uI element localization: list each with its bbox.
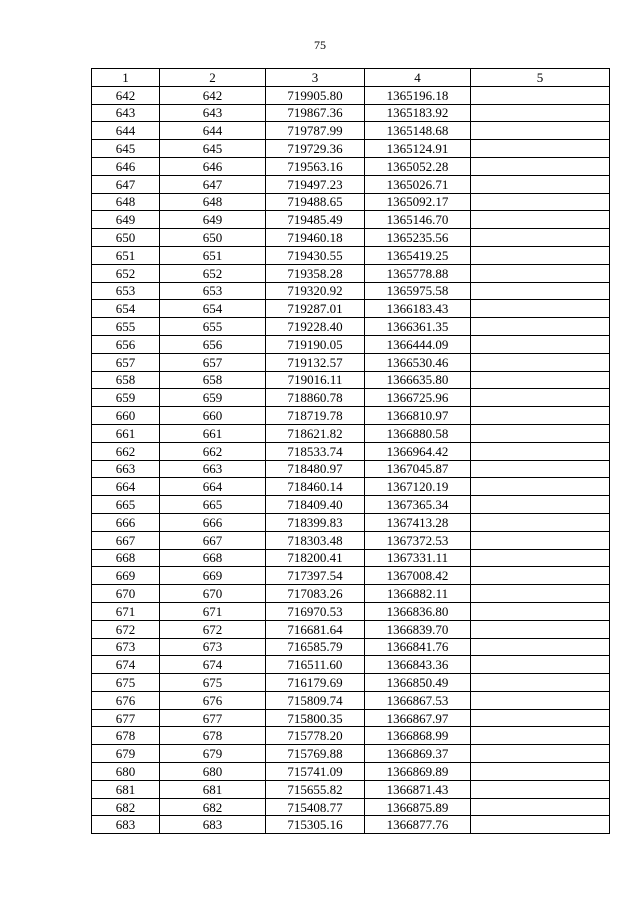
table-cell-col-5 — [471, 549, 610, 567]
table-cell-col-3: 716585.79 — [266, 638, 365, 656]
table-cell-col-4: 1367365.34 — [365, 496, 471, 514]
table-row — [92, 211, 610, 229]
table-cell-col-2: 672 — [160, 620, 266, 638]
table-cell-col-3: 716681.64 — [266, 620, 365, 638]
table-cell-col-3: 719190.05 — [266, 335, 365, 353]
table-cell-col-4: 1365235.56 — [365, 229, 471, 247]
table-cell-col-2: 646 — [160, 157, 266, 175]
table-cell-col-3: 717083.26 — [266, 585, 365, 603]
table-cell-col-3: 717397.54 — [266, 567, 365, 585]
table-cell-col-1: 672 — [92, 620, 160, 638]
table-cell-col-5 — [471, 763, 610, 781]
table-cell-col-3: 718399.83 — [266, 513, 365, 531]
table-row — [92, 727, 610, 745]
table-cell-col-4: 1366530.46 — [365, 353, 471, 371]
table-cell-col-5 — [471, 264, 610, 282]
table-cell-col-1: 663 — [92, 460, 160, 478]
table-cell-col-2: 663 — [160, 460, 266, 478]
table-cell-col-1: 667 — [92, 531, 160, 549]
table-cell-col-5 — [471, 691, 610, 709]
column-header-4: 4 — [365, 69, 471, 87]
table-cell-col-2: 645 — [160, 140, 266, 158]
table-cell-col-2: 657 — [160, 353, 266, 371]
table-cell-col-4: 1366880.58 — [365, 424, 471, 442]
table-cell-col-4: 1367120.19 — [365, 478, 471, 496]
table-cell-col-2: 673 — [160, 638, 266, 656]
table-cell-col-2: 651 — [160, 246, 266, 264]
table-cell-col-2: 681 — [160, 780, 266, 798]
table-cell-col-5 — [471, 318, 610, 336]
table-cell-col-4: 1366841.76 — [365, 638, 471, 656]
table-row — [92, 371, 610, 389]
table-cell-col-3: 715800.35 — [266, 709, 365, 727]
table-cell-col-5 — [471, 246, 610, 264]
table-cell-col-5 — [471, 86, 610, 104]
table-cell-col-1: 650 — [92, 229, 160, 247]
table-row — [92, 691, 610, 709]
table-cell-col-5 — [471, 745, 610, 763]
table-cell-col-3: 719320.92 — [266, 282, 365, 300]
table-cell-col-5 — [471, 175, 610, 193]
table-cell-col-3: 718409.40 — [266, 496, 365, 514]
table-cell-col-4: 1365146.70 — [365, 211, 471, 229]
page-number: 75 — [314, 38, 326, 52]
table-cell-col-3: 718533.74 — [266, 442, 365, 460]
table-cell-col-1: 656 — [92, 335, 160, 353]
table-cell-col-1: 655 — [92, 318, 160, 336]
table-row — [92, 122, 610, 140]
table-cell-col-4: 1366871.43 — [365, 780, 471, 798]
table-cell-col-4: 1366810.97 — [365, 407, 471, 425]
table-cell-col-4: 1365196.18 — [365, 86, 471, 104]
table-row — [92, 175, 610, 193]
table-cell-col-1: 680 — [92, 763, 160, 781]
table-cell-col-2: 661 — [160, 424, 266, 442]
table-cell-col-4: 1365183.92 — [365, 104, 471, 122]
table-cell-col-1: 666 — [92, 513, 160, 531]
table-row — [92, 763, 610, 781]
table-cell-col-5 — [471, 567, 610, 585]
table-cell-col-1: 648 — [92, 193, 160, 211]
table-cell-col-3: 719228.40 — [266, 318, 365, 336]
table-cell-col-3: 719905.80 — [266, 86, 365, 104]
table-cell-col-4: 1366964.42 — [365, 442, 471, 460]
table-body — [92, 86, 610, 833]
table-header-row — [92, 69, 610, 87]
table-cell-col-2: 679 — [160, 745, 266, 763]
table-cell-col-3: 719497.23 — [266, 175, 365, 193]
table-row — [92, 104, 610, 122]
table-row — [92, 478, 610, 496]
table-cell-col-1: 678 — [92, 727, 160, 745]
table-cell-col-5 — [471, 727, 610, 745]
table-cell-col-1: 659 — [92, 389, 160, 407]
table-row — [92, 709, 610, 727]
table-cell-col-5 — [471, 674, 610, 692]
table-row — [92, 193, 610, 211]
table-cell-col-4: 1366361.35 — [365, 318, 471, 336]
table-cell-col-3: 719287.01 — [266, 300, 365, 318]
table-cell-col-4: 1367413.28 — [365, 513, 471, 531]
table-cell-col-5 — [471, 638, 610, 656]
table-cell-col-2: 664 — [160, 478, 266, 496]
table-row — [92, 513, 610, 531]
table-cell-col-3: 719787.99 — [266, 122, 365, 140]
table-cell-col-2: 682 — [160, 798, 266, 816]
table-row — [92, 816, 610, 834]
table-cell-col-3: 719563.16 — [266, 157, 365, 175]
table-cell-col-1: 647 — [92, 175, 160, 193]
table-cell-col-5 — [471, 424, 610, 442]
table-cell-col-2: 665 — [160, 496, 266, 514]
table-cell-col-4: 1366882.11 — [365, 585, 471, 603]
table-row — [92, 264, 610, 282]
table-cell-col-2: 669 — [160, 567, 266, 585]
table-cell-col-3: 715408.77 — [266, 798, 365, 816]
table-cell-col-5 — [471, 442, 610, 460]
table-cell-col-1: 676 — [92, 691, 160, 709]
table-cell-col-3: 716970.53 — [266, 602, 365, 620]
table-cell-col-3: 715655.82 — [266, 780, 365, 798]
table-cell-col-1: 662 — [92, 442, 160, 460]
table-row — [92, 567, 610, 585]
table-row — [92, 246, 610, 264]
table-cell-col-1: 645 — [92, 140, 160, 158]
table-cell-col-2: 668 — [160, 549, 266, 567]
table-cell-col-3: 719867.36 — [266, 104, 365, 122]
table-row — [92, 798, 610, 816]
coordinates-table — [91, 68, 610, 834]
table-cell-col-1: 651 — [92, 246, 160, 264]
table-row — [92, 496, 610, 514]
table-cell-col-1: 642 — [92, 86, 160, 104]
table-row — [92, 638, 610, 656]
table-cell-col-3: 715741.09 — [266, 763, 365, 781]
table-cell-col-3: 718200.41 — [266, 549, 365, 567]
table-row — [92, 780, 610, 798]
table-cell-col-5 — [471, 460, 610, 478]
table-row — [92, 140, 610, 158]
table-cell-col-2: 666 — [160, 513, 266, 531]
table-cell-col-4: 1367331.11 — [365, 549, 471, 567]
table-cell-col-4: 1366867.97 — [365, 709, 471, 727]
table-cell-col-2: 677 — [160, 709, 266, 727]
table-cell-col-2: 654 — [160, 300, 266, 318]
table-cell-col-3: 715305.16 — [266, 816, 365, 834]
table-cell-col-3: 718621.82 — [266, 424, 365, 442]
table-cell-col-3: 718719.78 — [266, 407, 365, 425]
table-cell-col-1: 673 — [92, 638, 160, 656]
table-row — [92, 318, 610, 336]
table-cell-col-2: 656 — [160, 335, 266, 353]
table-cell-col-2: 648 — [160, 193, 266, 211]
table-cell-col-2: 658 — [160, 371, 266, 389]
table-cell-col-4: 1366725.96 — [365, 389, 471, 407]
table-cell-col-3: 718303.48 — [266, 531, 365, 549]
table-cell-col-3: 719430.55 — [266, 246, 365, 264]
table-cell-col-2: 659 — [160, 389, 266, 407]
table-cell-col-3: 719132.57 — [266, 353, 365, 371]
table-row — [92, 602, 610, 620]
table-cell-col-1: 671 — [92, 602, 160, 620]
table-cell-col-2: 647 — [160, 175, 266, 193]
table-cell-col-1: 677 — [92, 709, 160, 727]
table-cell-col-5 — [471, 211, 610, 229]
table-cell-col-3: 716179.69 — [266, 674, 365, 692]
table-cell-col-2: 662 — [160, 442, 266, 460]
table-row — [92, 424, 610, 442]
table-cell-col-4: 1367045.87 — [365, 460, 471, 478]
table-cell-col-3: 718460.14 — [266, 478, 365, 496]
table-cell-col-5 — [471, 798, 610, 816]
table-cell-col-4: 1366183.43 — [365, 300, 471, 318]
table-cell-col-2: 643 — [160, 104, 266, 122]
table-cell-col-5 — [471, 656, 610, 674]
table-cell-col-5 — [471, 353, 610, 371]
table-cell-col-4: 1366867.53 — [365, 691, 471, 709]
table-cell-col-2: 653 — [160, 282, 266, 300]
table-cell-col-3: 719460.18 — [266, 229, 365, 247]
table-cell-col-2: 683 — [160, 816, 266, 834]
table-cell-col-4: 1365124.91 — [365, 140, 471, 158]
table-cell-col-2: 678 — [160, 727, 266, 745]
table-cell-col-5 — [471, 389, 610, 407]
table-cell-col-1: 669 — [92, 567, 160, 585]
table-cell-col-5 — [471, 104, 610, 122]
table-row — [92, 300, 610, 318]
table-cell-col-5 — [471, 407, 610, 425]
table-cell-col-4: 1365148.68 — [365, 122, 471, 140]
table-cell-col-4: 1366869.89 — [365, 763, 471, 781]
table-cell-col-3: 719488.65 — [266, 193, 365, 211]
table-row — [92, 620, 610, 638]
table-cell-col-4: 1367372.53 — [365, 531, 471, 549]
table-cell-col-4: 1366836.80 — [365, 602, 471, 620]
table-cell-col-5 — [471, 335, 610, 353]
table-cell-col-5 — [471, 602, 610, 620]
table-cell-col-1: 665 — [92, 496, 160, 514]
table-cell-col-3: 715809.74 — [266, 691, 365, 709]
table-row — [92, 442, 610, 460]
table-row — [92, 585, 610, 603]
table-cell-col-4: 1366839.70 — [365, 620, 471, 638]
table-row — [92, 229, 610, 247]
table-cell-col-4: 1366635.80 — [365, 371, 471, 389]
table-cell-col-1: 681 — [92, 780, 160, 798]
table-row — [92, 335, 610, 353]
table-cell-col-2: 667 — [160, 531, 266, 549]
table-row — [92, 674, 610, 692]
table-row — [92, 157, 610, 175]
column-header-3: 3 — [266, 69, 365, 87]
table-cell-col-5 — [471, 513, 610, 531]
table-cell-col-5 — [471, 585, 610, 603]
table-cell-col-1: 675 — [92, 674, 160, 692]
table-cell-col-2: 642 — [160, 86, 266, 104]
table-cell-col-3: 719358.28 — [266, 264, 365, 282]
table-row — [92, 86, 610, 104]
table-cell-col-2: 675 — [160, 674, 266, 692]
table-cell-col-5 — [471, 371, 610, 389]
table-cell-col-2: 670 — [160, 585, 266, 603]
table-row — [92, 353, 610, 371]
table-row — [92, 656, 610, 674]
table-cell-col-2: 649 — [160, 211, 266, 229]
table-cell-col-2: 655 — [160, 318, 266, 336]
table-cell-col-4: 1366869.37 — [365, 745, 471, 763]
table-cell-col-5 — [471, 709, 610, 727]
column-header-1: 1 — [92, 69, 160, 87]
table-cell-col-4: 1365026.71 — [365, 175, 471, 193]
table-cell-col-1: 683 — [92, 816, 160, 834]
table-row — [92, 549, 610, 567]
table-cell-col-5 — [471, 157, 610, 175]
table-cell-col-1: 682 — [92, 798, 160, 816]
table-cell-col-5 — [471, 300, 610, 318]
table-row — [92, 407, 610, 425]
table-cell-col-5 — [471, 122, 610, 140]
table-cell-col-2: 644 — [160, 122, 266, 140]
table-row — [92, 460, 610, 478]
table-cell-col-2: 671 — [160, 602, 266, 620]
table-cell-col-5 — [471, 229, 610, 247]
table-cell-col-1: 643 — [92, 104, 160, 122]
table-cell-col-4: 1366877.76 — [365, 816, 471, 834]
table-cell-col-2: 674 — [160, 656, 266, 674]
table-cell-col-5 — [471, 496, 610, 514]
table-cell-col-1: 652 — [92, 264, 160, 282]
table-cell-col-3: 715778.20 — [266, 727, 365, 745]
table-row — [92, 745, 610, 763]
column-header-5: 5 — [471, 69, 610, 87]
table-cell-col-3: 719016.11 — [266, 371, 365, 389]
table-cell-col-1: 654 — [92, 300, 160, 318]
table-cell-col-1: 653 — [92, 282, 160, 300]
table-cell-col-1: 679 — [92, 745, 160, 763]
table-cell-col-4: 1366868.99 — [365, 727, 471, 745]
table-cell-col-1: 649 — [92, 211, 160, 229]
table-cell-col-4: 1365092.17 — [365, 193, 471, 211]
table-cell-col-2: 680 — [160, 763, 266, 781]
table-cell-col-3: 719729.36 — [266, 140, 365, 158]
table-row — [92, 282, 610, 300]
table-cell-col-5 — [471, 478, 610, 496]
table-cell-col-5 — [471, 816, 610, 834]
table-cell-col-5 — [471, 780, 610, 798]
table-cell-col-3: 716511.60 — [266, 656, 365, 674]
table-row — [92, 531, 610, 549]
table-cell-col-3: 718860.78 — [266, 389, 365, 407]
table-row — [92, 389, 610, 407]
table-cell-col-4: 1365975.58 — [365, 282, 471, 300]
table-cell-col-4: 1367008.42 — [365, 567, 471, 585]
table-cell-col-1: 644 — [92, 122, 160, 140]
table-cell-col-4: 1366843.36 — [365, 656, 471, 674]
table-cell-col-4: 1366875.89 — [365, 798, 471, 816]
table-cell-col-2: 652 — [160, 264, 266, 282]
table-cell-col-4: 1365052.28 — [365, 157, 471, 175]
table-cell-col-5 — [471, 531, 610, 549]
table-cell-col-2: 650 — [160, 229, 266, 247]
table-cell-col-1: 668 — [92, 549, 160, 567]
table-cell-col-1: 657 — [92, 353, 160, 371]
table-cell-col-2: 660 — [160, 407, 266, 425]
table-cell-col-4: 1365778.88 — [365, 264, 471, 282]
table-cell-col-4: 1366850.49 — [365, 674, 471, 692]
table-cell-col-4: 1365419.25 — [365, 246, 471, 264]
table-cell-col-5 — [471, 282, 610, 300]
table-cell-col-1: 674 — [92, 656, 160, 674]
table-cell-col-1: 661 — [92, 424, 160, 442]
table-cell-col-1: 664 — [92, 478, 160, 496]
table-cell-col-2: 676 — [160, 691, 266, 709]
table-cell-col-1: 658 — [92, 371, 160, 389]
table-cell-col-5 — [471, 193, 610, 211]
column-header-2: 2 — [160, 69, 266, 87]
table-cell-col-1: 660 — [92, 407, 160, 425]
table-cell-col-1: 646 — [92, 157, 160, 175]
table-cell-col-5 — [471, 140, 610, 158]
table-cell-col-3: 715769.88 — [266, 745, 365, 763]
table-cell-col-4: 1366444.09 — [365, 335, 471, 353]
table-cell-col-3: 719485.49 — [266, 211, 365, 229]
table-cell-col-3: 718480.97 — [266, 460, 365, 478]
table-cell-col-1: 670 — [92, 585, 160, 603]
table-cell-col-5 — [471, 620, 610, 638]
